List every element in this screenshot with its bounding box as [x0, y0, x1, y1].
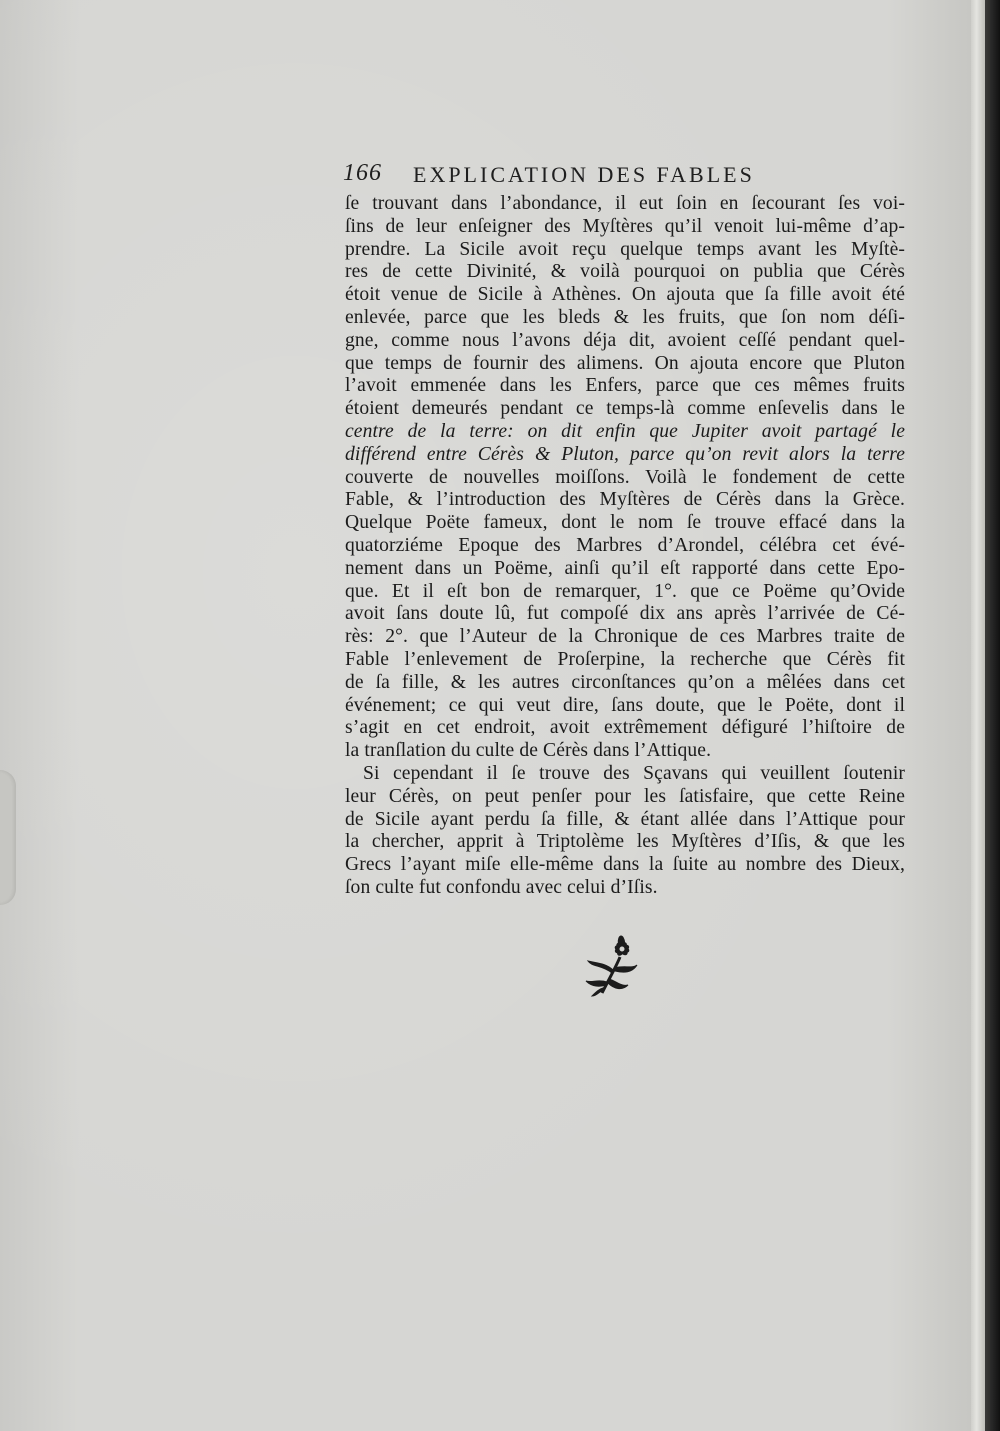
- text-line: res de cette Divinité, & voilà pourquoi on publia que Cérès: [345, 261, 905, 283]
- text-line: de ſa fille, & les autres circonſtances qu’on a mêlées dans cet: [345, 671, 905, 693]
- text-line: la tranſlation du culte de Cérès dans l’Attique.: [345, 740, 712, 762]
- text-line: Si cependant il ſe trouve des Sçavans qui veuillent ſoutenir: [363, 762, 905, 784]
- adjacent-page-edge: [971, 0, 985, 1431]
- text-line: ſon culte fut confondu avec celui d’Iſis.: [345, 876, 658, 898]
- text-line: Fable l’enlevement de Proſerpine, la recherche que Cérès fit: [345, 648, 905, 670]
- text-line: Quelque Poëte fameux, dont le nom ſe trouve effacé dans la: [345, 512, 905, 534]
- text-line: Grecs l’ayant miſe elle-même dans la ſuite au nombre des Dieux,: [345, 854, 905, 876]
- text-line: prendre. La Sicile avoit reçu quelque temps avant les Myſtè-: [345, 238, 905, 260]
- text-line: gne, comme nous l’avons déja dit, avoient ceſſé pendant quel-: [345, 329, 905, 351]
- running-title: EXPLICATION DES FABLES: [413, 162, 755, 187]
- page-notch: [0, 770, 16, 905]
- text-line: que. Et il eſt bon de remarquer, 1°. que ce Poëme qu’Ovide: [345, 580, 905, 602]
- body-text: [345, 193, 905, 900]
- text-line: étoit venue de Sicile à Athènes. On ajouta que ſa fille avoit été: [345, 284, 905, 306]
- text-line: leur Cérès, on peut penſer pour les ſatisfaire, que cette Reine: [345, 785, 905, 807]
- flower-sprig-icon: [582, 935, 642, 997]
- text-line: enlevée, parce que les bleds & les fruits, que ſon nom déſi-: [345, 306, 905, 328]
- text-line: étoient demeurés pendant ce temps-là comme enſevelis dans le: [345, 398, 905, 420]
- text-line: différend entre Cérès & Pluton, parce qu’on revit alors la terre: [345, 443, 905, 465]
- text-line: centre de la terre: on dit enfin que Jupiter avoit partagé le: [345, 420, 905, 442]
- page-header: [343, 160, 843, 192]
- text-line: que temps de fournir des alimens. On ajouta encore que Pluton: [345, 352, 905, 374]
- text-line: rès: 2°. que l’Auteur de la Chronique de ces Marbres traite de: [345, 626, 905, 648]
- book-spine-edge: [985, 0, 1000, 1431]
- text-line: ſe trouvant dans l’abondance, il eut ſoin en ſecourant ſes voi-: [345, 193, 905, 214]
- page-number: 166: [343, 160, 382, 186]
- text-line: quatorziéme Epoque des Marbres d’Arondel, célébra cet évé-: [345, 534, 905, 556]
- text-line: avoit ſans doute lû, fut compoſé dix ans après l’arrivée de Cé-: [345, 603, 905, 625]
- text-line: l’avoit emmenée dans les Enfers, parce que ces mêmes fruits: [345, 375, 905, 397]
- text-line: événement; ce qui veut dire, ſans doute, que le Poëte, dont il: [345, 694, 905, 716]
- text-line: couverte de nouvelles moiſſons. Voilà le fondement de cette: [345, 466, 905, 488]
- text-line: de Sicile ayant perdu ſa fille, & étant allée dans l’Attique pour: [345, 808, 905, 830]
- text-line: ſins de leur enſeigner des Myſtères qu’il venoit lui-même d’ap-: [345, 215, 905, 237]
- text-line: la chercher, apprit à Triptolème les Myſtères d’Iſis, & que les: [345, 831, 905, 853]
- text-line: nement dans un Poëme, ainſi qu’il eſt rapporté dans cette Epo-: [345, 557, 905, 579]
- text-line: Fable, & l’introduction des Myſtères de Cérès dans la Grèce.: [345, 489, 905, 511]
- text-line: s’agit en cet endroit, avoit extrêmement défiguré l’hiſtoire de: [345, 717, 905, 739]
